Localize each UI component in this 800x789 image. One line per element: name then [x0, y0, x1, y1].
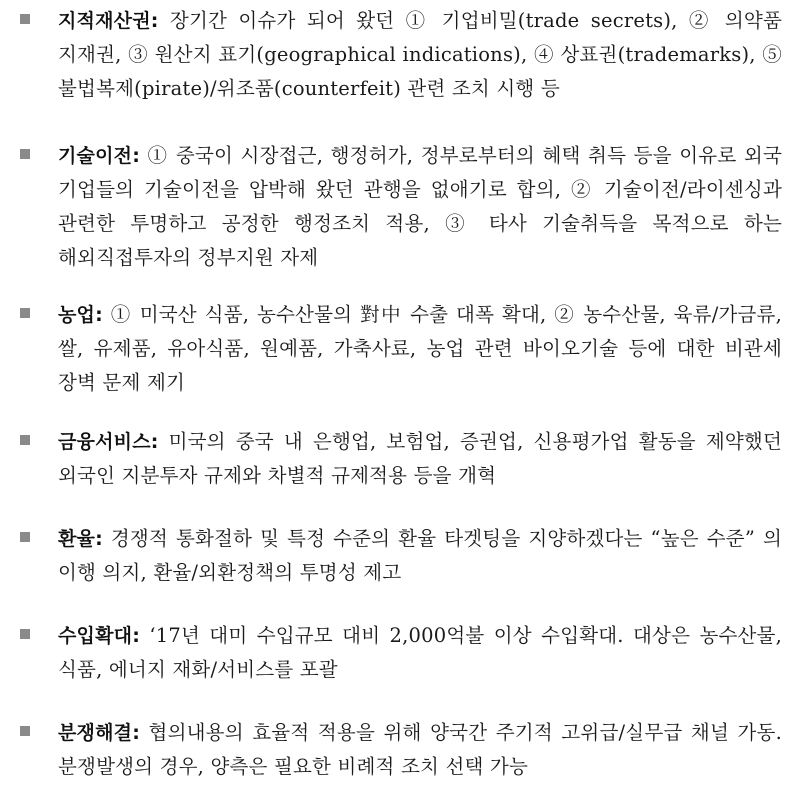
- item-label: 금융서비스:: [58, 431, 159, 453]
- square-bullet-icon: [20, 726, 30, 736]
- square-bullet-icon: [20, 532, 30, 542]
- item-text: [58, 139, 782, 275]
- item-label: 수입확대:: [58, 625, 141, 647]
- item-text: [58, 522, 782, 590]
- item-body: 미국의 중국 내 은행업, 보험업, 증권업, 신용평가업 활동을 제약했던 외국인 지분투자 규제와 차별적 규제적용 등을 개혁: [58, 430, 783, 487]
- list-item-dispute-settlement: [20, 716, 782, 784]
- item-label: 지적재산권:: [58, 10, 159, 32]
- item-label: 기술이전:: [58, 145, 141, 167]
- list-item-import-expansion: [20, 619, 782, 687]
- item-body: ‘17년 대미 수입규모 대비 2,000억불 이상 수입확대. 대상은 농수산물, 식품, 에너지 재화/서비스를 포괄: [58, 624, 782, 681]
- item-body: 협의내용의 효율적 적용을 위해 양국간 주기적 고위급/실무급 채널 가동. 분쟁발생의 경우, 양측은 필요한 비례적 조치 선택 가능: [58, 721, 782, 778]
- item-body: 경쟁적 통화절하 및 특정 수준의 환율 타겟팅을 지양하겠다는 “높은 수준” 의 이행 의지, 환율/외환정책의 투명성 제고: [58, 527, 782, 584]
- item-body: ① 미국산 식품, 농수산물의 對中 수출 대폭 확대, ② 농수산물, 육류/가금류, 쌀, 유제품, 유아식품, 원예품, 가축사료, 농업 관련 바이오기술 등에 대한 비관세 장벽 문제 제기: [58, 303, 782, 394]
- item-body: ① 중국이 시장접근, 행정허가, 정부로부터의 혜택 취득 등을 이유로 외국 기업들의 기술이전을 압박해 왔던 관행을 없애기로 합의, ② 기술이전/라이센싱과 관련한 투명하고 공정한 행정조치 적용, ③ 타사 기술취득을 목적으로 하는 해외직접투자의 정부지원 자제: [58, 144, 782, 269]
- list-item-ip: [20, 4, 782, 106]
- square-bullet-icon: [20, 435, 30, 445]
- item-text: [58, 716, 782, 784]
- item-text: [58, 298, 782, 400]
- item-text: [58, 619, 782, 687]
- square-bullet-icon: [20, 149, 30, 159]
- list-item-technology-transfer: [20, 139, 782, 275]
- item-label: 환율:: [58, 528, 103, 550]
- list-item-financial-services: [20, 425, 782, 493]
- list-item-agriculture: [20, 298, 782, 400]
- square-bullet-icon: [20, 308, 30, 318]
- item-text: [58, 425, 782, 493]
- item-label: 분쟁해결:: [58, 722, 141, 744]
- item-label: 농업:: [58, 304, 103, 326]
- item-body: 장기간 이슈가 되어 왔던 ① 기업비밀(trade secrets), ② 의약품 지재권, ③ 원산지 표기(geographical indications), ④ 상표권(trademarks), ⑤ 불법복제(pirate)/위조품(counterfeit) 관련 조치 시행 등: [58, 9, 782, 100]
- square-bullet-icon: [20, 14, 30, 24]
- list-item-exchange-rate: [20, 522, 782, 590]
- item-text: [58, 4, 782, 106]
- square-bullet-icon: [20, 629, 30, 639]
